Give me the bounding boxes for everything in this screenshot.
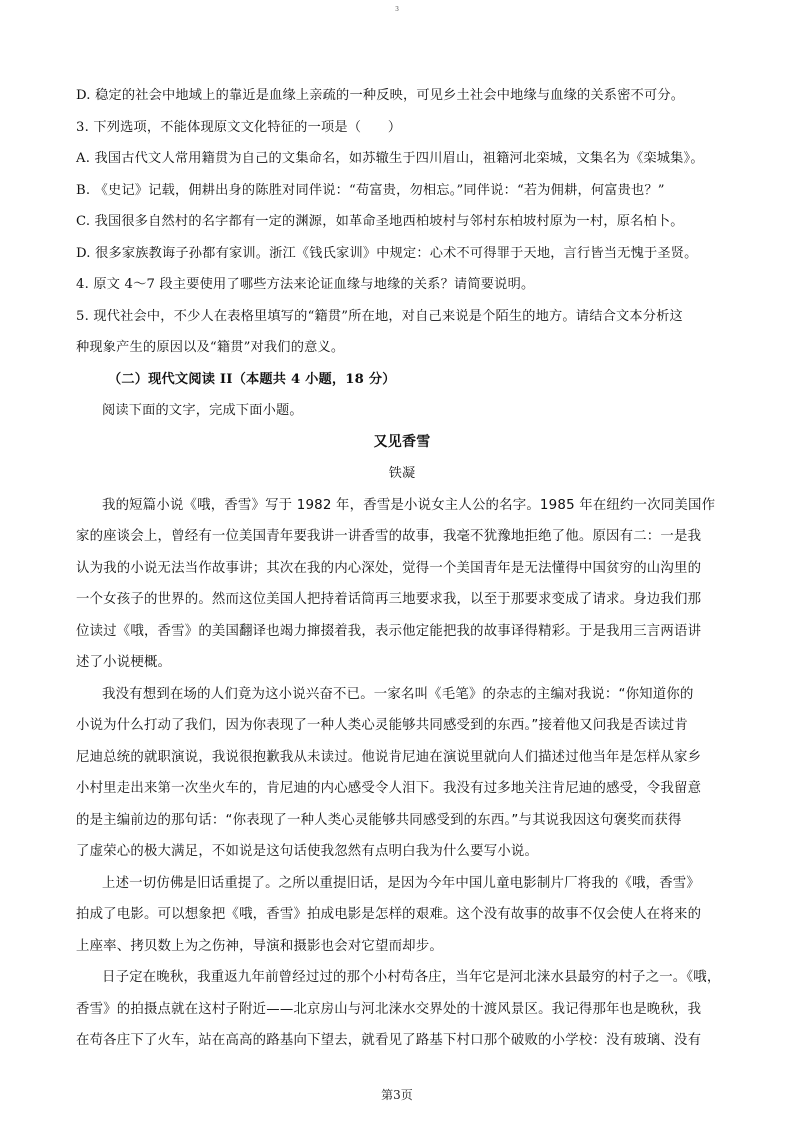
- story-line: 香雪》的拍摄点就在这村子附近——北京房山与河北涞水交界处的十渡风景区。我记得那年也是晚秋，我: [76, 1001, 702, 1017]
- story-body: [76, 490, 728, 1057]
- story-line: 小说为什么打动了我们，因为你表现了一种人类心灵能够共同感受到的东西。”接着他又问我是否读过肯: [76, 718, 689, 733]
- page-content: [76, 80, 728, 1057]
- option-d: D. 很多家族教诲子孙都有家训。浙江《钱氏家训》中规定：心术不可得罪于天地，言行皆当无愧于圣贤。: [76, 245, 698, 261]
- story-author: 铁凝: [388, 466, 416, 481]
- page-number: 第3页: [381, 1088, 413, 1102]
- story-line: 我没有想到在场的人们竟为这小说兴奋不已。一家名叫《毛笔》的杂志的主编对我说：“你知道你的: [102, 686, 694, 702]
- question-block: [76, 80, 728, 364]
- page-top-mark: 3: [395, 6, 399, 13]
- story-line: 家的座谈会上，曾经有一位美国青年要我讲一讲香雪的故事，我毫不犹豫地拒绝了他。原因有二：一是我: [76, 529, 702, 544]
- question-3: 3. 下列选项，不能体现原文文化特征的一项是（ ）: [76, 119, 402, 135]
- question-5-cont: 种现象产生的原因以及“籍贯”对我们的意义。: [76, 340, 345, 355]
- reading-instruction: 阅读下面的文字，完成下面小题。: [102, 403, 303, 418]
- story-line: 的是主编前边的那句话：“你表现了一种人类心灵能够共同感受到的东西。”与其说我因这句褒奖而获得: [76, 812, 682, 828]
- story-line: 述了小说梗概。: [76, 655, 172, 670]
- story-line: 位读过《哦，香雪》的美国翻译也竭力撺掇着我，表示他定能把我的故事译得精彩。于是我用三言两语讲: [76, 623, 702, 639]
- story-line: 上座率、拷贝数上为之伤神，导演和摄影也会对它望而却步。: [76, 938, 443, 954]
- question-4: 4. 原文 4～7 段主要使用了哪些方法来论证血缘与地缘的关系？请简要说明。: [76, 277, 535, 292]
- story-line: 了虚荣心的极大满足，不如说是这句话使我忽然有点明白我为什么要写小说。: [76, 844, 539, 859]
- story-line: 拍成了电影。可以想象把《哦，香雪》拍成电影是怎样的艰难。这个没有故事的故事不仅会使人在将来的: [76, 907, 702, 922]
- story-line: 在苟各庄下了火车，站在高高的路基向下望去，就看见了路基下村口那个破败的小学校：没有玻璃、没有: [76, 1033, 702, 1048]
- story-line: 小村里走出来第一次坐火车的，肯尼迪的内心感受令人泪下。我没有过多地关注肯尼迪的感受，令我留意: [76, 781, 702, 796]
- option-a: A. 我国古代文人常用籍贯为自己的文集命名，如苏辙生于四川眉山，祖籍河北栾城，文集名为《栾城集》。: [76, 151, 704, 166]
- story-line: 一个女孩子的世界的。然而这位美国人把持着话筒再三地要求我，以至于那要求变成了请求。身边我们那: [76, 592, 702, 607]
- option-b: B. 《史记》记载，佣耕出身的陈胜对同伴说：“苟富贵，勿相忘。”同伴说：“若为佣耕，何富贵也？”: [76, 182, 665, 198]
- option-d-prev: D. 稳定的社会中地域上的靠近是血缘上亲疏的一种反映，可见乡土社会中地缘与血缘的关系密不可分。: [76, 88, 685, 103]
- story-line: 日子定在晚秋，我重返九年前曾经过过的那个小村苟各庄，当年它是河北涞水县最穷的村子之一。《哦，: [102, 970, 721, 985]
- story-line: 尼迪总统的就职演说，我说很抱歉我从未读过。他说肯尼迪在演说里就向人们描述过他当年是怎样从家乡: [76, 749, 702, 765]
- story-line: 上述一切仿佛是旧话重提了。之所以重提旧话，是因为今年中国儿童电影制片厂将我的《哦，香雪》: [102, 875, 700, 891]
- story-line: 认为我的小说无法当作故事讲；其次在我的内心深处，觉得一个美国青年是无法懂得中国贫穷的山沟里的: [76, 560, 702, 576]
- option-c: C. 我国很多自然村的名字都有一定的渊源，如革命圣地西柏坡村与邻村东柏坡村原为一村，原名柏卜。: [76, 214, 684, 229]
- question-5: 5. 现代社会中，不少人在表格里填写的“籍贯”所在地，对自己来说是个陌生的地方。请结合文本分析这: [76, 308, 683, 324]
- story-line: 我的短篇小说《哦，香雪》写于 1982 年，香雪是小说女主人公的名字。1985 年在纽约一次同美国作: [102, 497, 716, 513]
- section-heading: （二）现代文阅读 II（本题共 4 小题，18 分）: [108, 371, 396, 387]
- story-title: 又见香雪: [373, 433, 431, 450]
